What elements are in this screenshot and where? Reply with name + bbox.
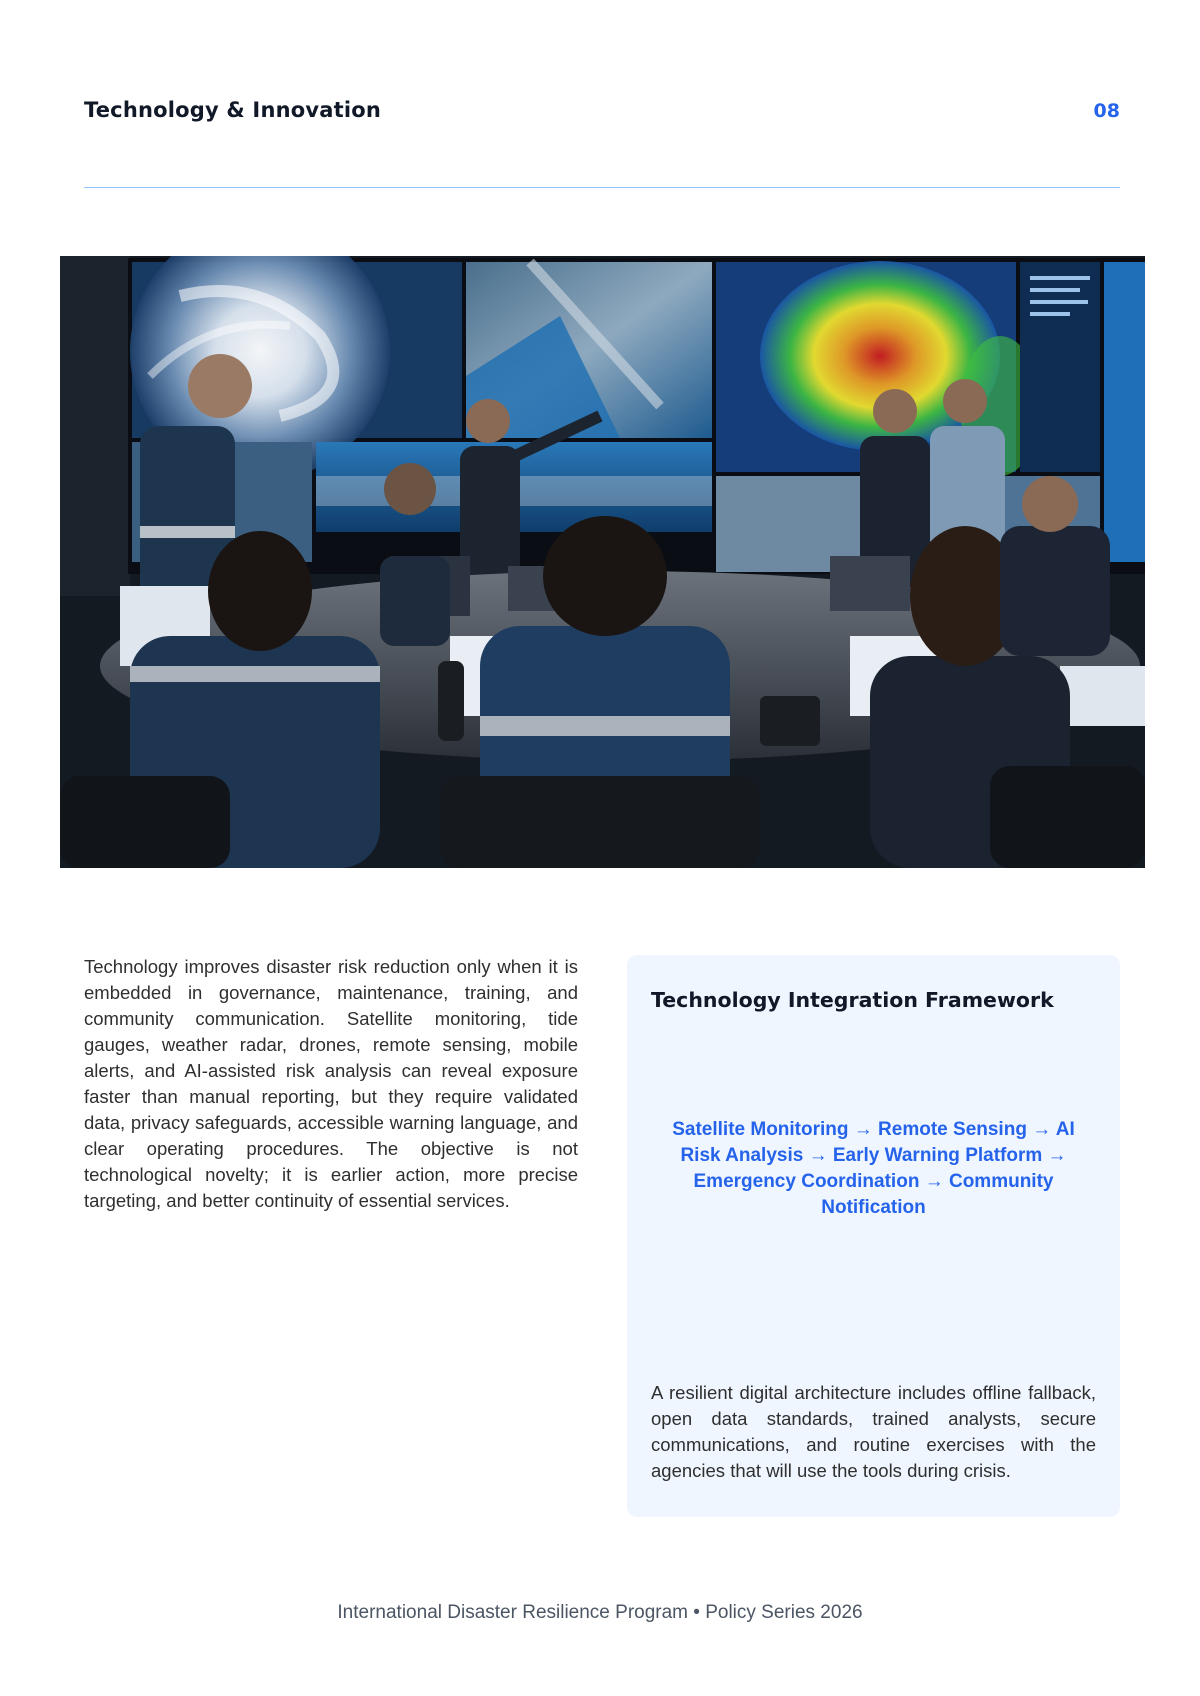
panel-title: Technology Integration Framework — [651, 988, 1054, 1012]
header-divider — [84, 187, 1120, 188]
integration-framework-panel — [627, 955, 1120, 1517]
body-paragraph: Technology improves disaster risk reduction only when it is embedded in governance, maintenance, training, and community communication. Satellite monitoring, tide gauges, weather radar, drones, remote sensing, mobile alerts, and AI-assisted risk analysis can reveal exposure faster than manual reporting, but they require validated data, privacy safeguards, accessible warning language, and clear operating procedures. The objective is not technological novelty; it is earlier action, more precise targeting, and better continuity of essential services. — [84, 956, 578, 1211]
hero-photo — [60, 256, 1145, 868]
section-title: Technology & Innovation — [84, 98, 382, 122]
framework-flow: Satellite Monitoring → Remote Sensing → AI Risk Analysis → Early Warning Platform → Emergency Coordination → Community Notification — [672, 1119, 1075, 1218]
panel-note: A resilient digital architecture includes offline fallback, open data standards, trained analysts, secure communications, and routine exercises with the agencies that will use the tools during crisis. — [651, 1382, 1096, 1481]
operations-center-illustration — [60, 256, 1145, 868]
page-number: 08 — [1093, 100, 1120, 122]
page-footer: International Disaster Resilience Program • Policy Series 2026 — [337, 1602, 863, 1623]
page-header — [84, 98, 1120, 132]
